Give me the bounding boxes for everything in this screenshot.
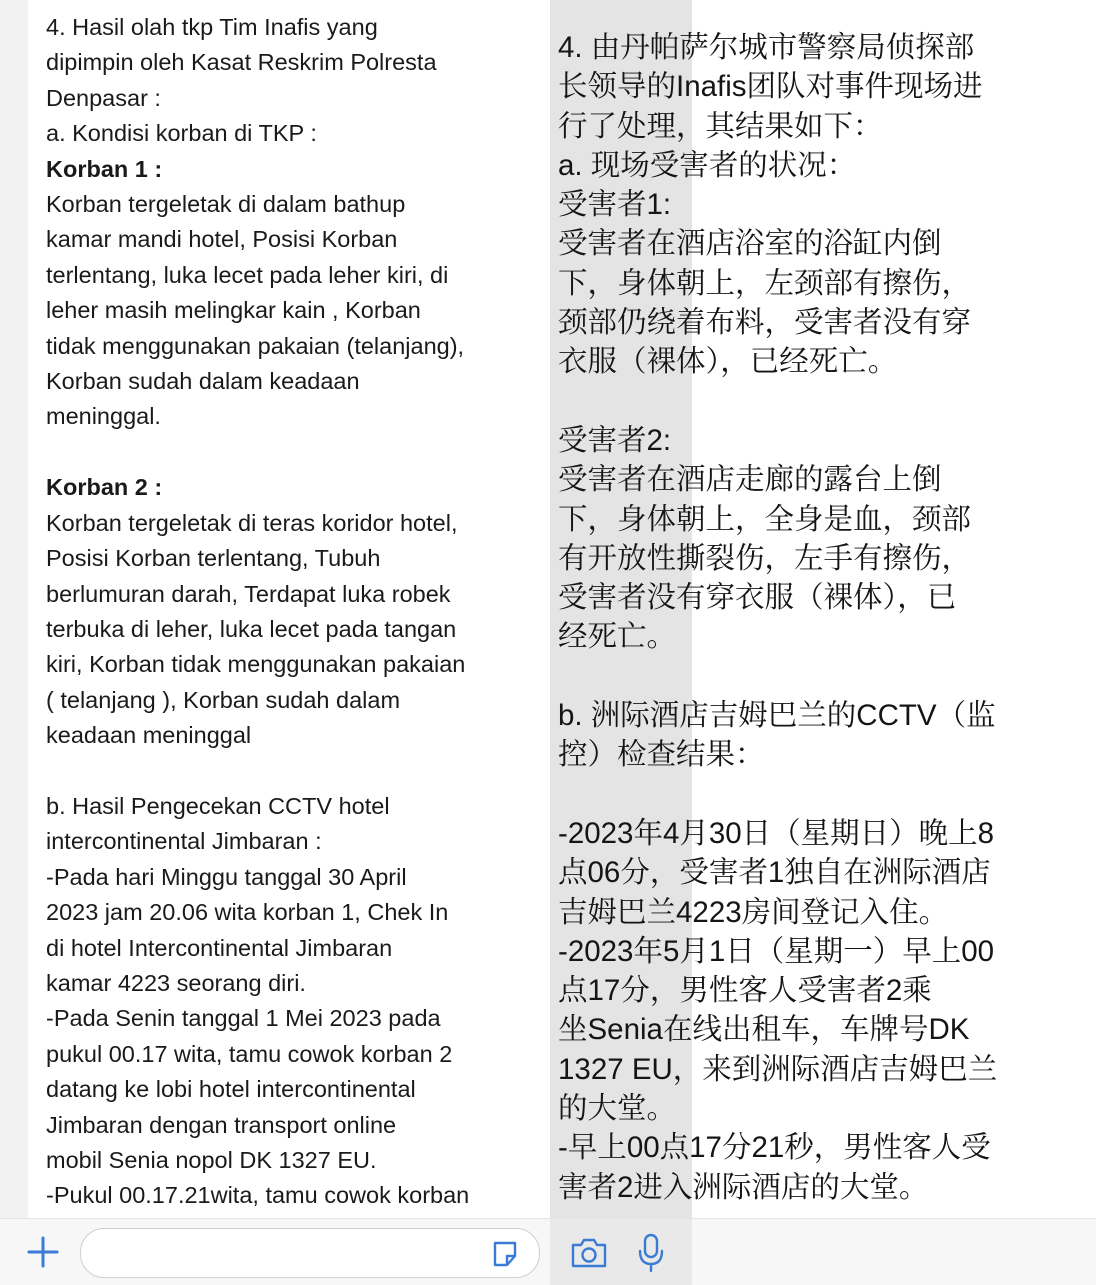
translated-message	[558, 28, 1048, 1207]
translation-part-4: -2023年4月30日（星期日）晚上8 点06分，受害者1独自在洲际酒店 吉姆巴兰4223房间登记入住。 -2023年5月1日（星期一）早上00 点17分，男性客人受害者2乘 坐Senia在线出租车，车牌号DK 1327 EU，来到洲际酒店吉姆巴兰 的大堂。 -早上00点17分21秒，男性客人受 害者2进入洲际酒店的大堂。	[558, 816, 998, 1204]
cctv-description: b. Hasil Pengecekan CCTV hotel intercontinental Jimbaran : -Pada hari Minggu tanggal 30 April 2023 jam 20.06 wita korban 1, Chek In di hotel Intercontinental Jimbaran kamar 4223 seorang diri. -Pada Senin tanggal 1 Mei 2023 pada pukul 00.17 wita, tamu cowok korban 2 datang ke lobi hotel intercontinental Jimbaran dengan transport online mobil Senia nopol DK 1327 EU. -Pukul 00.17.21wita, tamu cowok korban	[46, 792, 470, 1209]
sticker-icon[interactable]	[490, 1239, 520, 1269]
translation-part-1: 4. 由丹帕萨尔城市警察局侦探部 长领导的Inafis团队对事件现场进 行了处理，其结果如下： a. 现场受害者的状况： 受害者1: 受害者在酒店浴室的浴缸内倒 下，身体朝上，左颈部有擦伤， 颈部仍绕着布料，受害者没有穿 衣服（裸体），已经死亡。	[558, 31, 983, 379]
translation-part-3: b. 洲际酒店吉姆巴兰的CCTV（监 控）检查结果：	[558, 699, 996, 772]
camera-icon[interactable]	[570, 1237, 608, 1269]
translation-part-2: 受害者2: 受害者在酒店走廊的露台上倒 下，身体朝上，全身是血，颈部 有开放性撕裂伤，左手有擦伤， 受害者没有穿衣服（裸体），已 经死亡。	[558, 423, 972, 654]
translated-message-panel	[550, 0, 1096, 1218]
message-input-bar	[0, 1218, 1096, 1285]
microphone-icon[interactable]	[638, 1233, 664, 1273]
original-message	[46, 10, 546, 1214]
original-message-panel	[28, 0, 550, 1218]
plus-icon[interactable]	[26, 1235, 60, 1269]
victim2-description: Korban tergeletak di teras koridor hotel, Posisi Korban terlentang, Tubuh berlumuran darah, Terdapat luka robek terbuka di leher, luka lecet pada tangan kiri, Korban tidak menggunakan pakaian ( telanjang ), Korban sudah dalam keadaan meninggal	[46, 509, 466, 749]
victim1-description: Korban tergeletak di dalam bathup kamar mandi hotel, Posisi Korban terlentang, luka lecet pada leher kiri, di leher masih melingkar kain , Korban tidak menggunakan pakaian (telanjang), Korban sudah dalam keadaan meninggal.	[46, 191, 465, 430]
message-input[interactable]	[80, 1228, 540, 1278]
message-intro: 4. Hasil olah tkp Tim Inafis yang dipimpin oleh Kasat Reskrim Polresta Denpasar : a. Kondisi korban di TKP :	[46, 14, 437, 147]
victim1-heading: Korban 1 :	[46, 155, 163, 182]
victim2-heading: Korban 2 :	[46, 474, 163, 501]
